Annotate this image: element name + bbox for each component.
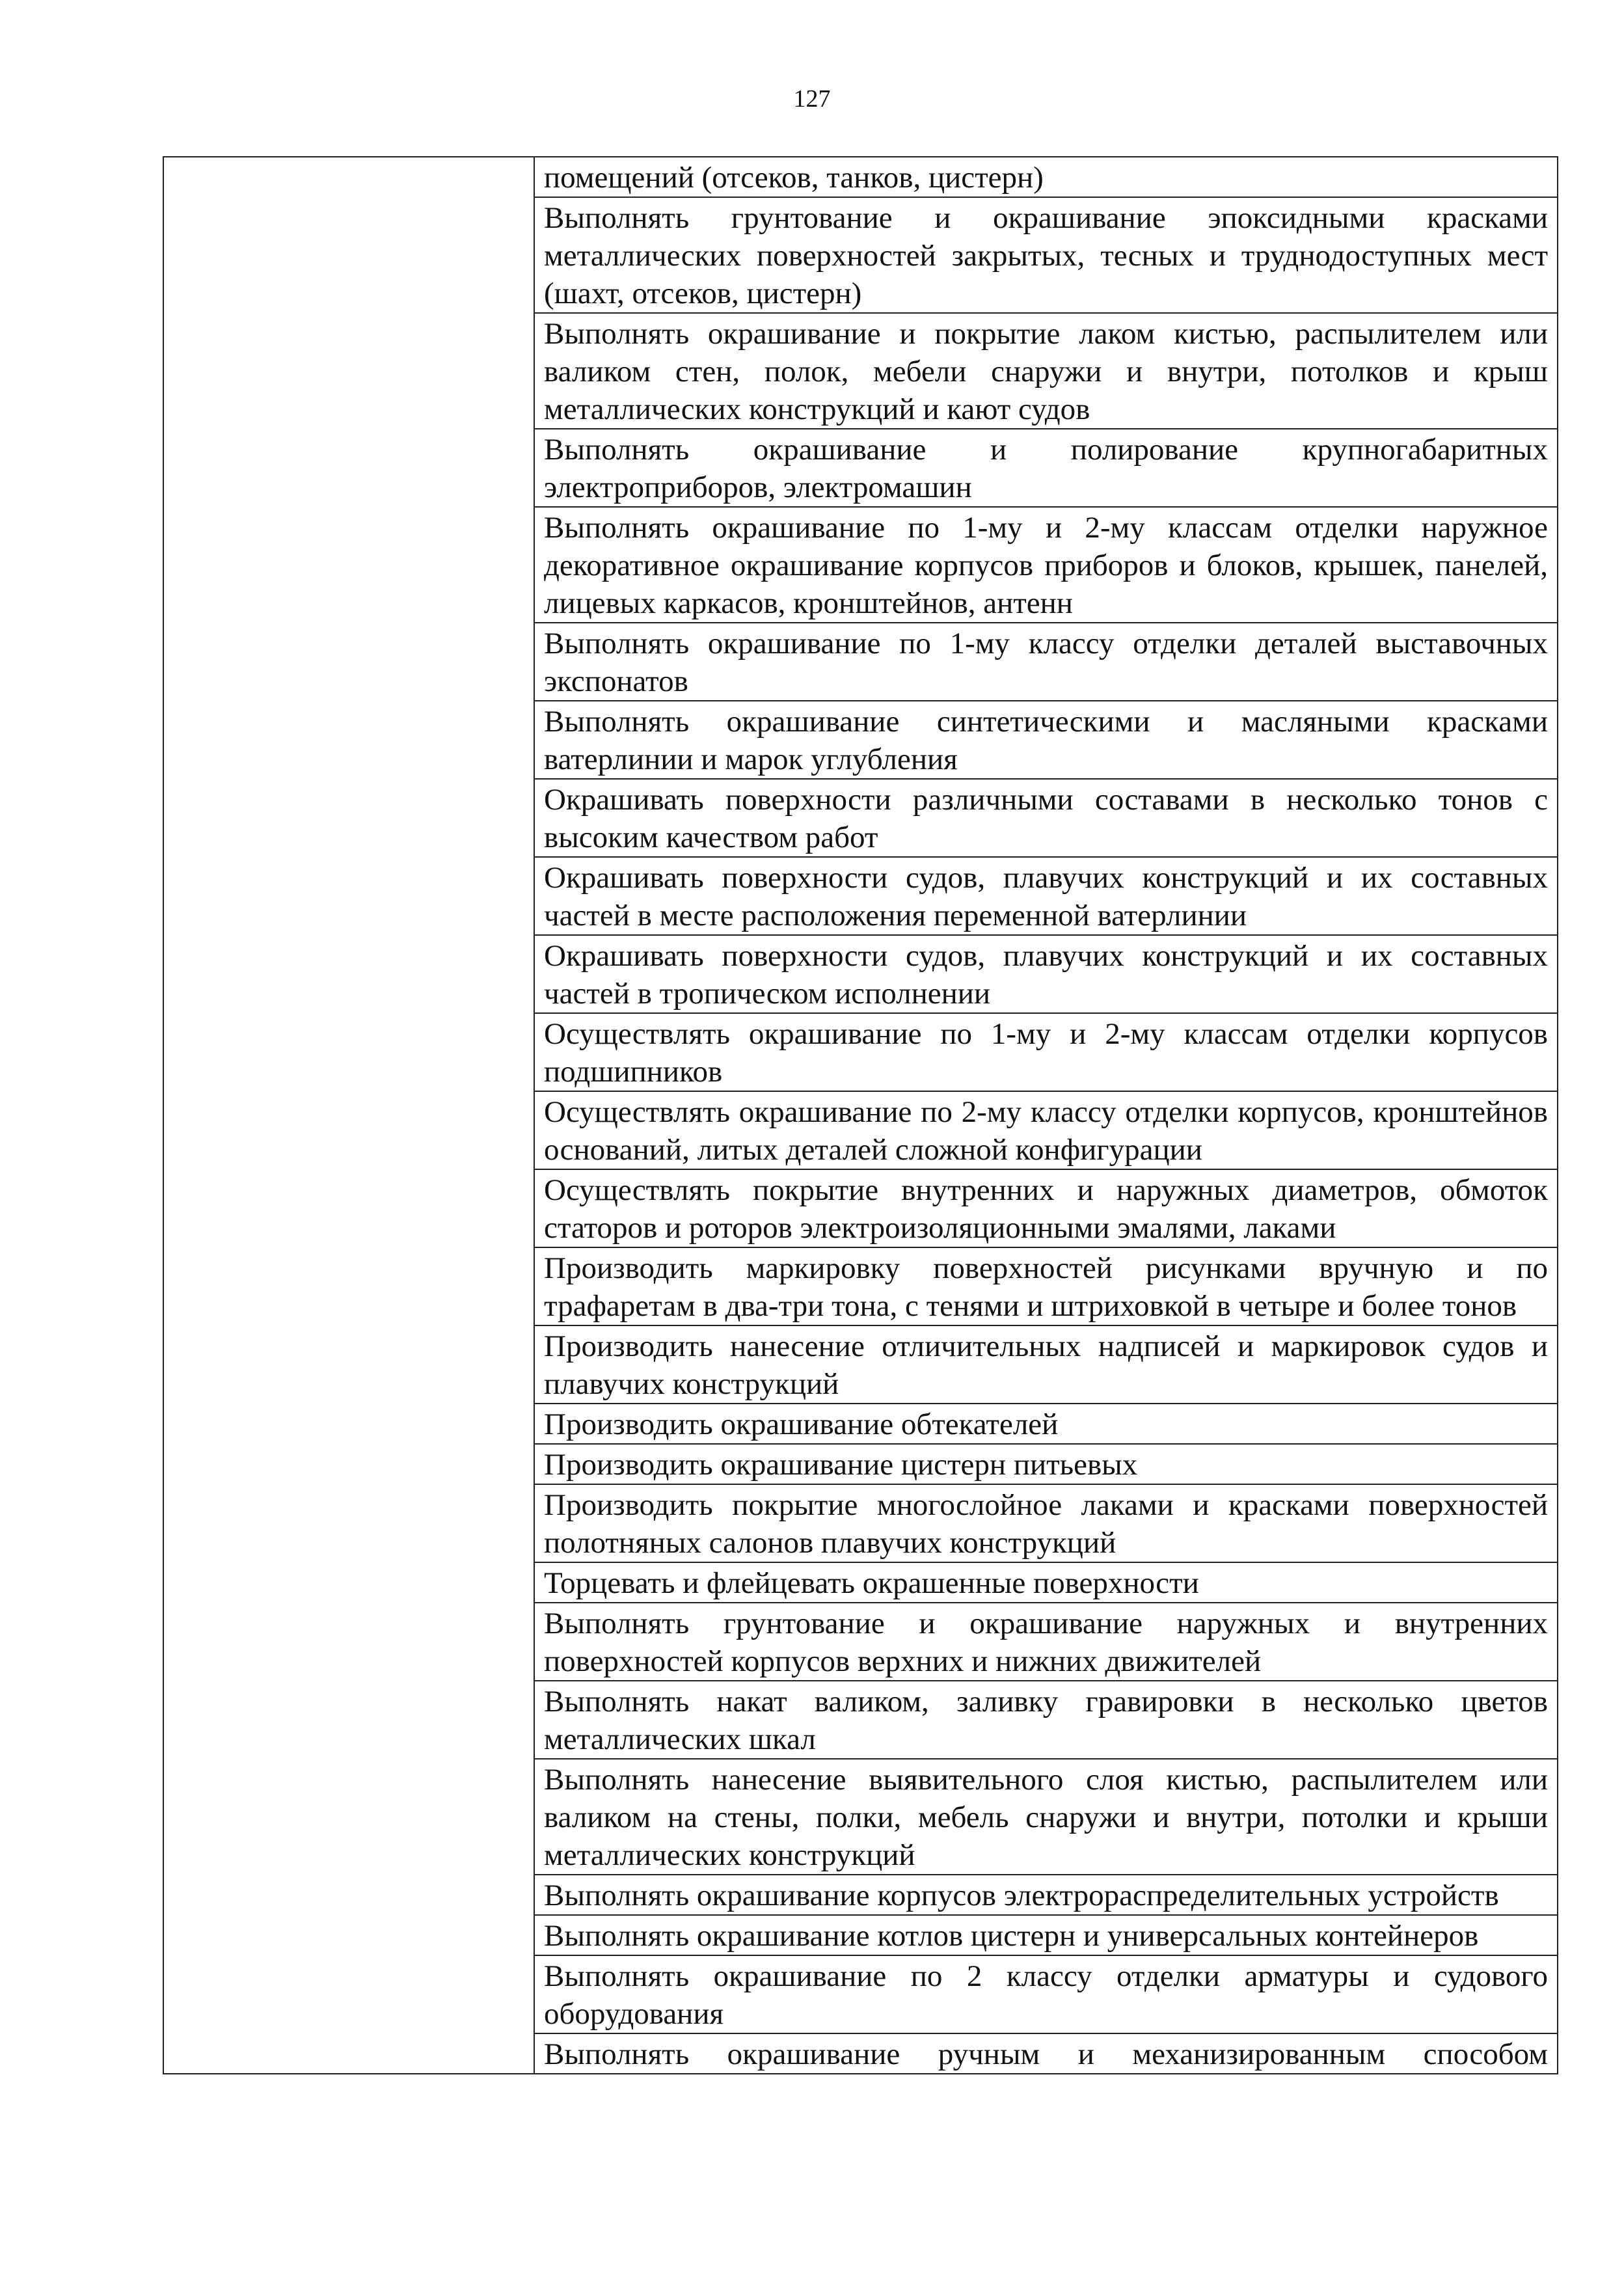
table-cell: Выполнять накат валиком, заливку гравировки в несколько цветов металлических шкал — [534, 1681, 1558, 1759]
table-row — [163, 157, 1558, 197]
table-cell: Выполнять окрашивание и полирование крупногабаритных электроприборов, электромашин — [534, 429, 1558, 507]
table-cell: Выполнять окрашивание котлов цистерн и универсальных контейнеров — [534, 1915, 1558, 1955]
table-cell: Производить окрашивание цистерн питьевых — [534, 1444, 1558, 1484]
table-cell: помещений (отсеков, танков, цистерн) — [534, 157, 1558, 197]
table-cell: Выполнять окрашивание ручным и механизированным способом — [534, 2033, 1558, 2074]
table-cell: Выполнять окрашивание синтетическими и масляными красками ватерлинии и марок углубления — [534, 701, 1558, 779]
table-cell: Осуществлять окрашивание по 2-му классу отделки корпусов, кронштейнов оснований, литых деталей сложной конфигурации — [534, 1091, 1558, 1169]
left-column-cell — [163, 157, 534, 2074]
table-cell: Выполнять нанесение выявительного слоя кистью, распылителем или валиком на стены, полки, мебель снаружи и внутри, потолки и крыши металлических конструкций — [534, 1759, 1558, 1875]
table-cell: Выполнять грунтование и окрашивание эпоксидными красками металлических поверхностей закрытых, тесных и труднодоступных мест (шахт, отсеков, цистерн) — [534, 197, 1558, 313]
table-cell: Окрашивать поверхности судов, плавучих конструкций и их составных частей в тропическом исполнении — [534, 935, 1558, 1013]
table-cell: Выполнять грунтование и окрашивание наружных и внутренних поверхностей корпусов верхних и нижних движителей — [534, 1603, 1558, 1681]
table-cell: Выполнять окрашивание корпусов электрораспределительных устройств — [534, 1875, 1558, 1915]
competency-table — [163, 156, 1558, 2074]
table-cell: Выполнять окрашивание по 2 классу отделки арматуры и судового оборудования — [534, 1955, 1558, 2033]
table-cell: Выполнять окрашивание по 1-му и 2-му классам отделки наружное декоративное окрашивание корпусов приборов и блоков, крышек, панелей, лицевых каркасов, кронштейнов, антенн — [534, 507, 1558, 623]
table-cell: Производить нанесение отличительных надписей и маркировок судов и плавучих конструкций — [534, 1325, 1558, 1404]
table-cell: Осуществлять покрытие внутренних и наружных диаметров, обмоток статоров и роторов электроизоляционными эмалями, лаками — [534, 1169, 1558, 1247]
table-cell: Осуществлять окрашивание по 1-му и 2-му классам отделки корпусов подшипников — [534, 1013, 1558, 1091]
table-cell: Окрашивать поверхности различными составами в несколько тонов с высоким качеством работ — [534, 779, 1558, 857]
page-number: 127 — [793, 85, 831, 113]
table-cell: Выполнять окрашивание по 1-му классу отделки деталей выставочных экспонатов — [534, 623, 1558, 701]
table-cell: Производить маркировку поверхностей рисунками вручную и по трафаретам в два-три тона, с тенями и штриховкой в четыре и более тонов — [534, 1247, 1558, 1325]
table-cell: Окрашивать поверхности судов, плавучих конструкций и их составных частей в месте расположения переменной ватерлинии — [534, 857, 1558, 935]
table-cell: Торцевать и флейцевать окрашенные поверхности — [534, 1562, 1558, 1603]
table-cell: Выполнять окрашивание и покрытие лаком кистью, распылителем или валиком стен, полок, мебели снаружи и внутри, потолков и крыш металлических конструкций и кают судов — [534, 313, 1558, 429]
table-cell: Производить окрашивание обтекателей — [534, 1404, 1558, 1444]
table-cell: Производить покрытие многослойное лаками и красками поверхностей полотняных салонов плавучих конструкций — [534, 1484, 1558, 1562]
